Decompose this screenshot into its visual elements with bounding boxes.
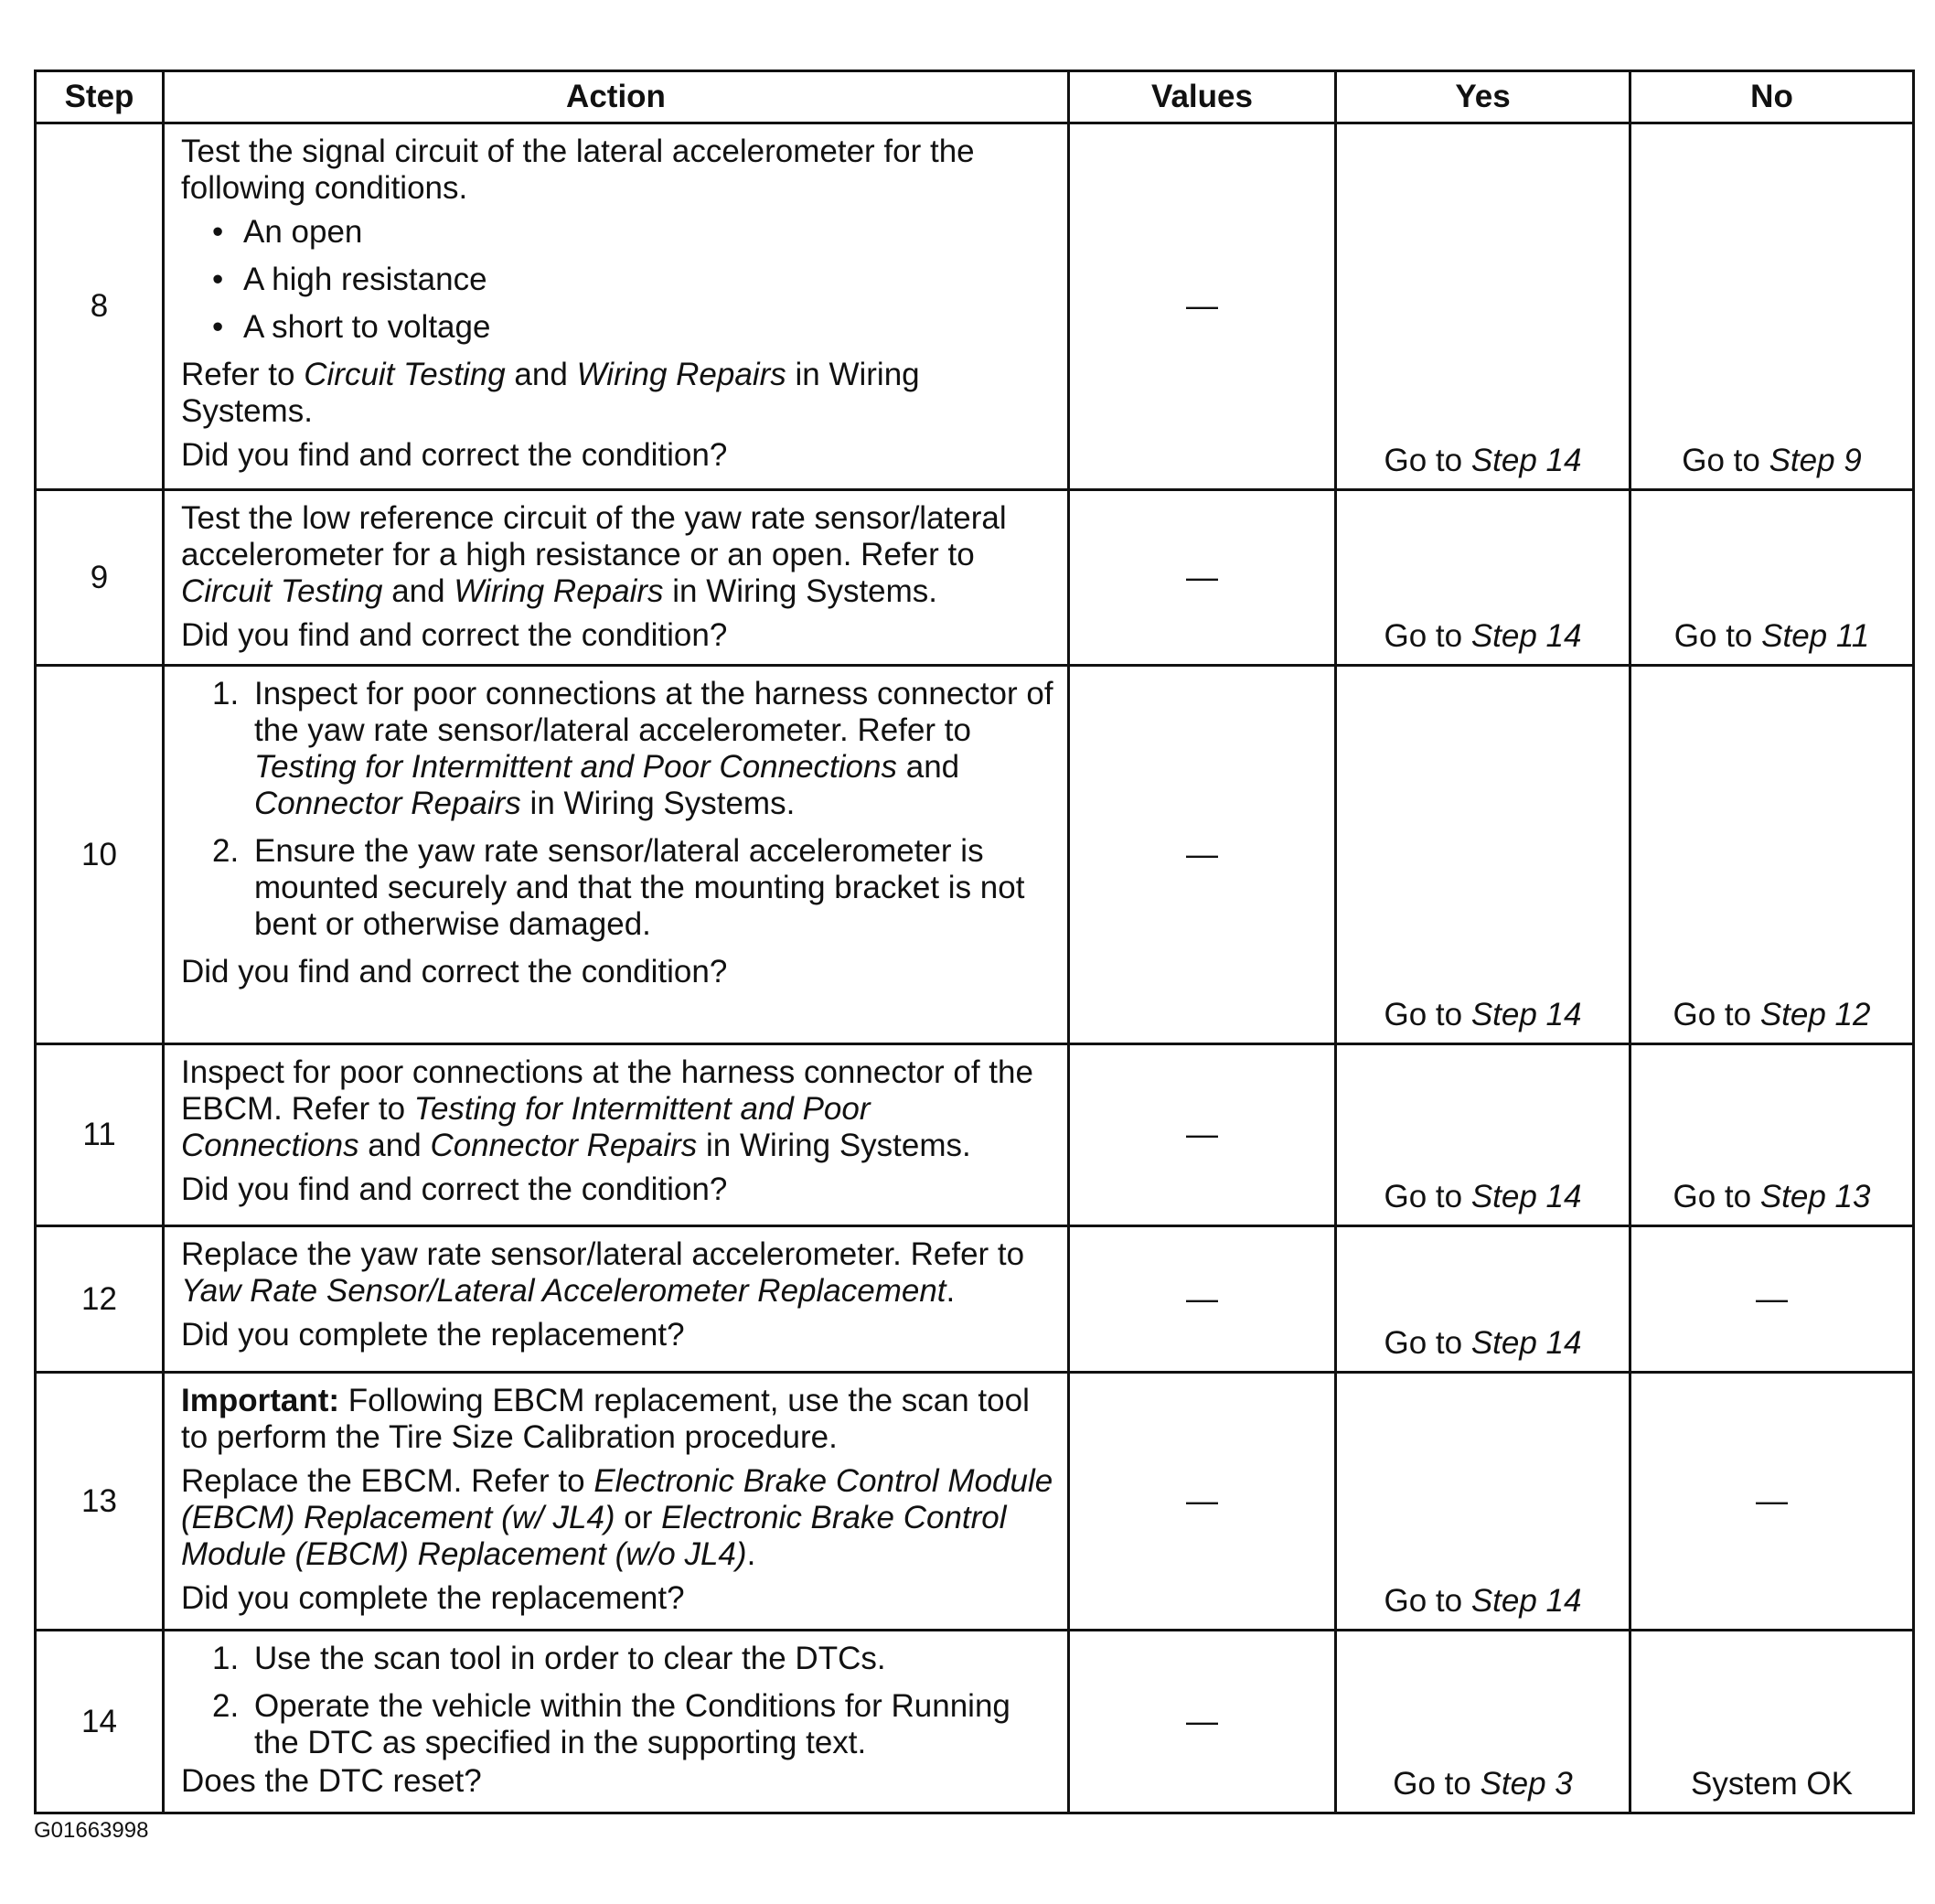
list-item: • A high resistance: [181, 262, 1054, 298]
step-number: 12: [36, 1226, 164, 1373]
table-row: [36, 1044, 1914, 1226]
reference-link: Testing for Intermittent and Poor Connections: [181, 1091, 871, 1163]
values-cell: —: [1069, 490, 1336, 666]
important-note: Important: Following EBCM replacement, use the scan tool to perform the Tire Size Calibration procedure.: [181, 1383, 1030, 1455]
step-number: 9: [36, 490, 164, 666]
step-reference: Step 14: [1470, 1325, 1582, 1361]
step-reference: Step 9: [1769, 443, 1862, 478]
reference-link: Yaw Rate Sensor/Lateral Accelerometer Replacement: [181, 1273, 946, 1309]
step-reference: Step 14: [1470, 1179, 1582, 1214]
important-label: Important:: [181, 1383, 340, 1418]
reference-link: Electronic Brake Control Module (EBCM) Replacement (w/o JL4): [181, 1500, 1007, 1572]
step-number: 13: [36, 1373, 164, 1631]
yes-cell: Go to Step 14: [1336, 490, 1630, 666]
list-item: 2. Operate the vehicle within the Conditions for Running the DTC as specified in the supporting text.: [212, 1688, 1010, 1760]
step-reference: Step 14: [1470, 443, 1582, 478]
no-cell: Go to Step 9: [1630, 123, 1914, 490]
values-cell: —: [1069, 1631, 1336, 1813]
figure-id: G01663998: [34, 1818, 149, 1843]
list-item: 1. Inspect for poor connections at the harness connector of the yaw rate sensor/lateral accelerometer. Refer to Testing for Intermittent and Poor Connections and Connector Repairs in Wiring Systems.: [212, 676, 1053, 821]
table-row: [36, 490, 1914, 666]
values-cell: —: [1069, 666, 1336, 1044]
step-reference: Step 11: [1761, 618, 1870, 654]
action-question: Did you find and correct the condition?: [181, 1171, 728, 1207]
no-cell: —: [1630, 1226, 1914, 1373]
action-question: Did you find and correct the condition?: [181, 437, 728, 473]
list-item: 1. Use the scan tool in order to clear the DTCs.: [212, 1641, 886, 1676]
values-cell: —: [1069, 123, 1336, 490]
step-number: 8: [36, 123, 164, 490]
step-reference: Step 3: [1480, 1766, 1573, 1802]
table-row: [36, 1226, 1914, 1373]
yes-cell: Go to Step 14: [1336, 123, 1630, 490]
no-cell: Go to Step 12: [1630, 666, 1914, 1044]
action-cell: [164, 490, 1069, 666]
no-cell: —: [1630, 1373, 1914, 1631]
reference-link: Connector Repairs: [430, 1128, 698, 1163]
action-question: Does the DTC reset?: [181, 1763, 482, 1799]
table-row: [36, 123, 1914, 490]
reference-link: Electronic Brake Control Module (EBCM) Replacement (w/ JL4): [181, 1463, 1053, 1535]
header-no: No: [1630, 71, 1914, 123]
action-cell: [164, 666, 1069, 1044]
action-text: Replace the yaw rate sensor/lateral accelerometer. Refer to Yaw Rate Sensor/Lateral Accelerometer Replacement.: [181, 1236, 1025, 1309]
yes-cell: Go to Step 14: [1336, 1373, 1630, 1631]
action-text: Inspect for poor connections at the harness connector of the EBCM. Refer to Testing for Intermittent and Poor Connections and Connector Repairs in Wiring Systems.: [181, 1054, 1033, 1163]
list-item: • An open: [181, 214, 1054, 251]
step-number: 11: [36, 1044, 164, 1226]
list-item: 2. Ensure the yaw rate sensor/lateral accelerometer is mounted securely and that the mounting bracket is not bent or otherwise damaged.: [212, 833, 1025, 942]
yes-cell: Go to Step 14: [1336, 1044, 1630, 1226]
numbered-list: [181, 1641, 1054, 1761]
values-cell: —: [1069, 1226, 1336, 1373]
table-row: [36, 1373, 1914, 1631]
action-text: Test the low reference circuit of the yaw rate sensor/lateral accelerometer for a high resistance or an open. Refer to Circuit Testing and Wiring Repairs in Wiring Systems.: [181, 500, 1007, 609]
step-reference: Step 14: [1470, 618, 1582, 654]
table-row: [36, 666, 1914, 1044]
step-reference: Step 14: [1470, 1583, 1582, 1619]
condition-list: [181, 214, 1054, 346]
reference-link: Wiring Repairs: [576, 357, 786, 392]
header-action: Action: [164, 71, 1069, 123]
action-cell: [164, 1226, 1069, 1373]
action-cell: [164, 123, 1069, 490]
yes-cell: Go to Step 3: [1336, 1631, 1630, 1813]
header-yes: Yes: [1336, 71, 1630, 123]
reference-link: Wiring Repairs: [454, 573, 664, 609]
action-cell: [164, 1631, 1069, 1813]
no-cell: Go to Step 13: [1630, 1044, 1914, 1226]
action-question: Did you complete the replacement?: [181, 1580, 685, 1616]
values-cell: —: [1069, 1373, 1336, 1631]
action-cell: [164, 1044, 1069, 1226]
action-question: Did you complete the replacement?: [181, 1317, 685, 1353]
action-question: Did you find and correct the condition?: [181, 617, 728, 653]
numbered-list: [181, 676, 1054, 943]
table-row: [36, 1631, 1914, 1813]
step-reference: Step 12: [1759, 997, 1871, 1032]
header-values: Values: [1069, 71, 1336, 123]
reference-text: Refer to Circuit Testing and Wiring Repairs in Wiring Systems.: [181, 357, 920, 429]
action-question: Did you find and correct the condition?: [181, 954, 728, 989]
header-row: [36, 71, 1914, 123]
action-text: Replace the EBCM. Refer to Electronic Brake Control Module (EBCM) Replacement (w/ JL4) or Electronic Brake Control Module (EBCM) Replacement (w/o JL4).: [181, 1463, 1053, 1572]
action-cell: [164, 1373, 1069, 1631]
no-cell: Go to Step 11: [1630, 490, 1914, 666]
no-cell: System OK: [1630, 1631, 1914, 1813]
list-item: • A short to voltage: [181, 309, 1054, 346]
diagnostic-table: [34, 70, 1915, 1814]
header-step: Step: [36, 71, 164, 123]
yes-cell: Go to Step 14: [1336, 1226, 1630, 1373]
action-text: Test the signal circuit of the lateral accelerometer for the following conditions.: [181, 134, 975, 206]
values-cell: —: [1069, 1044, 1336, 1226]
reference-link: Connector Repairs: [254, 786, 521, 821]
step-number: 10: [36, 666, 164, 1044]
reference-link: Circuit Testing: [181, 573, 383, 609]
step-reference: Step 14: [1470, 997, 1582, 1032]
yes-cell: Go to Step 14: [1336, 666, 1630, 1044]
step-reference: Step 13: [1759, 1179, 1871, 1214]
step-number: 14: [36, 1631, 164, 1813]
reference-link: Testing for Intermittent and Poor Connections: [254, 749, 897, 785]
reference-link: Circuit Testing: [304, 357, 506, 392]
